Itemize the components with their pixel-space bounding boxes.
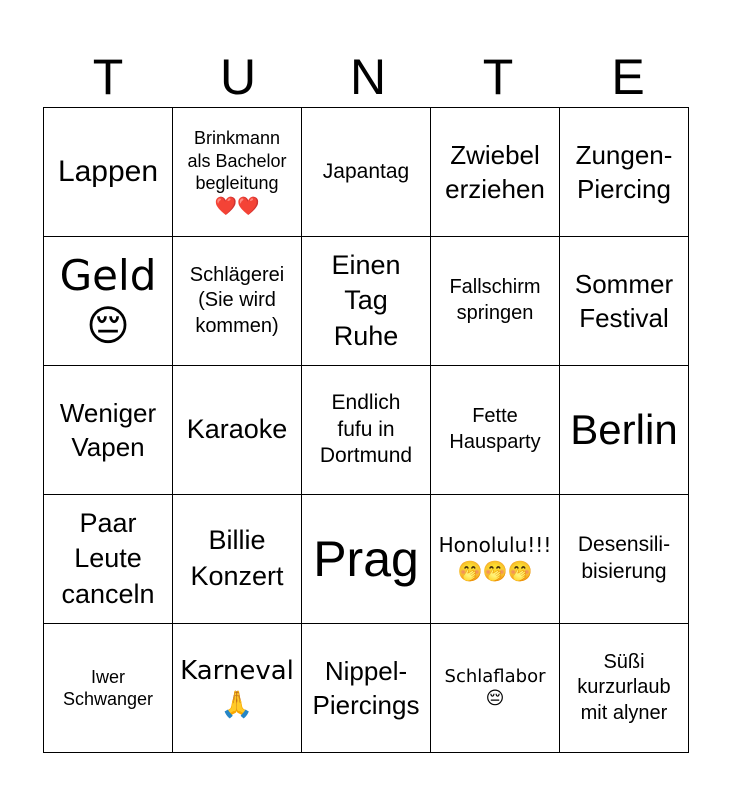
- board-row: [44, 237, 689, 366]
- header-letter: N: [349, 49, 387, 105]
- cell-text: Prag: [313, 530, 419, 587]
- cell-text: Endlich fufu in Dortmund: [319, 390, 413, 468]
- cell-text: Weniger Vapen: [59, 397, 157, 462]
- cell-text: Honolulu!!! 🤭🤭🤭: [438, 533, 552, 583]
- bingo-cell[interactable]: [560, 108, 689, 237]
- cell-text: Lappen: [57, 154, 159, 188]
- board-row: [44, 495, 689, 624]
- bingo-cell[interactable]: [431, 366, 560, 495]
- bingo-cell[interactable]: [44, 495, 173, 624]
- bingo-cell[interactable]: [44, 237, 173, 366]
- cell-text: Paar Leute canceln: [61, 507, 155, 609]
- bingo-cell[interactable]: [560, 624, 689, 753]
- board-row: [44, 624, 689, 753]
- bingo-cell[interactable]: [302, 366, 431, 495]
- cell-text: Japantag: [322, 159, 410, 183]
- bingo-cell[interactable]: [560, 366, 689, 495]
- cell-text: Karneval 🙏: [180, 655, 294, 720]
- cell-text: Fette Hausparty: [449, 405, 541, 453]
- bingo-cell[interactable]: [560, 495, 689, 624]
- bingo-header: [43, 48, 693, 106]
- header-letter: T: [92, 49, 124, 105]
- header-letter: U: [219, 49, 257, 105]
- bingo-cell[interactable]: [173, 495, 302, 624]
- cell-text: Schlaflabor 😔: [444, 665, 546, 709]
- cell-text: Nippel- Piercings: [312, 655, 420, 720]
- bingo-cell[interactable]: [173, 624, 302, 753]
- header-letter: T: [482, 49, 514, 105]
- bingo-cell[interactable]: [173, 108, 302, 237]
- cell-text: Zwiebel erziehen: [445, 139, 545, 204]
- bingo-cell[interactable]: [302, 108, 431, 237]
- bingo-cell[interactable]: [44, 108, 173, 237]
- cell-text: Einen Tag Ruhe: [331, 249, 401, 351]
- cell-text: Süßi kurzurlaub mit alyner: [577, 650, 671, 724]
- bingo-cell[interactable]: [173, 366, 302, 495]
- bingo-cell[interactable]: [302, 237, 431, 366]
- bingo-cell[interactable]: [44, 624, 173, 753]
- bingo-board: [43, 107, 689, 753]
- board-row: [44, 366, 689, 495]
- cell-text: Zungen- Piercing: [575, 139, 673, 204]
- bingo-cell[interactable]: [560, 237, 689, 366]
- cell-text: Billie Konzert: [190, 525, 284, 591]
- cell-text: Desensili- bisierung: [577, 533, 671, 583]
- bingo-cell[interactable]: [302, 495, 431, 624]
- board-row: [44, 108, 689, 237]
- cell-text: Geld 😔: [59, 250, 157, 350]
- cell-text: Sommer Festival: [574, 268, 674, 333]
- cell-text: Iwer Schwanger: [62, 666, 154, 709]
- cell-text: Karaoke: [186, 414, 288, 445]
- bingo-cell[interactable]: [44, 366, 173, 495]
- bingo-cell[interactable]: [431, 495, 560, 624]
- bingo-cell[interactable]: [173, 237, 302, 366]
- bingo-cell[interactable]: [431, 237, 560, 366]
- cell-text: Schlägerei (Sie wird kommen): [189, 263, 285, 337]
- header-letter: E: [611, 49, 645, 105]
- cell-text: Fallschirm springen: [449, 276, 541, 324]
- cell-text: Brinkmann als Bachelor begleitung ❤️❤️: [187, 128, 287, 216]
- bingo-cell[interactable]: [302, 624, 431, 753]
- bingo-cell[interactable]: [431, 108, 560, 237]
- bingo-cell[interactable]: [431, 624, 560, 753]
- cell-text: Berlin: [570, 405, 678, 453]
